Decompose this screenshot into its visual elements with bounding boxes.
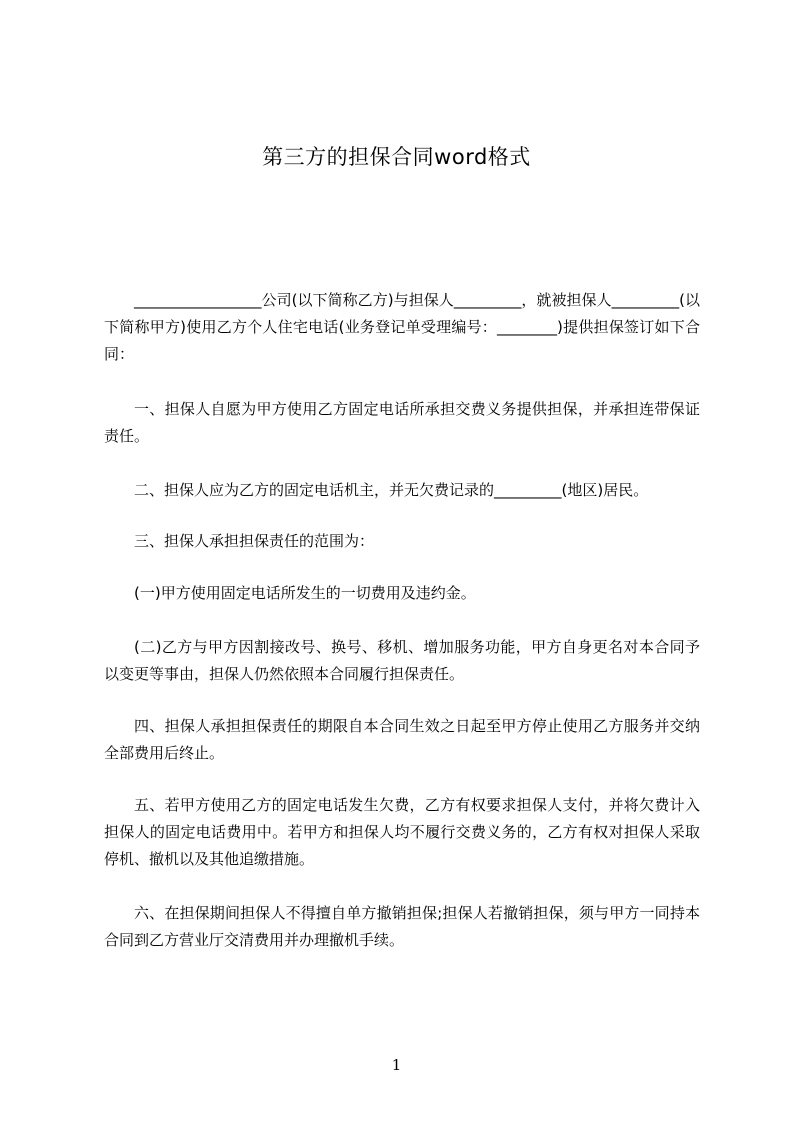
document-title: 第三方的担保合同word格式: [262, 145, 531, 169]
paragraph-clause-2: 二、担保人应为乙方的固定电话机主，并无欠费记录的_________(地区)居民。: [134, 481, 649, 499]
paragraph-clause-4: 四、担保人承担担保责任的期限自本合同生效之日起至甲方停止使用乙方服务并交纳全部费用后终止。: [104, 717, 700, 762]
paragraph-clause-5: 五、若甲方使用乙方的固定电话发生欠费，乙方有权要求担保人支付，并将欠费计入担保人的固定电话费用中。若甲方和担保人均不履行交费义务的，乙方有权对担保人采取停机、撤机以及其他追缴措施。: [104, 796, 700, 868]
paragraph-clause-1: 一、担保人自愿为甲方使用乙方固定电话所承担交费义务提供担保，并承担连带保证责任。: [104, 400, 700, 445]
page-number: 1: [391, 1056, 402, 1074]
paragraph-clause-3-item-2: (二)乙方与甲方因割接改号、换号、移机、增加服务功能，甲方自身更名对本合同予以变更等事由，担保人仍然依照本合同履行担保责任。: [104, 638, 700, 683]
paragraph-clause-3: 三、担保人承担担保责任的范围为：: [134, 532, 375, 550]
paragraph-clause-3-item-1: (一)甲方使用固定电话所发生的一切费用及违约金。: [134, 584, 476, 602]
paragraph-clause-6: 六、在担保期间担保人不得擅自单方撤销担保;担保人若撤销担保，须与甲方一同持本合同到乙方营业厅交清费用并办理撤机手续。: [104, 904, 700, 949]
paragraph-intro: _________________公司(以下简称乙方)与担保人_________，就被担保人_________(以下简称甲方)使用乙方个人住宅电话(业务登记单受理编号：________)提供担保签订如下合同：: [104, 291, 700, 363]
